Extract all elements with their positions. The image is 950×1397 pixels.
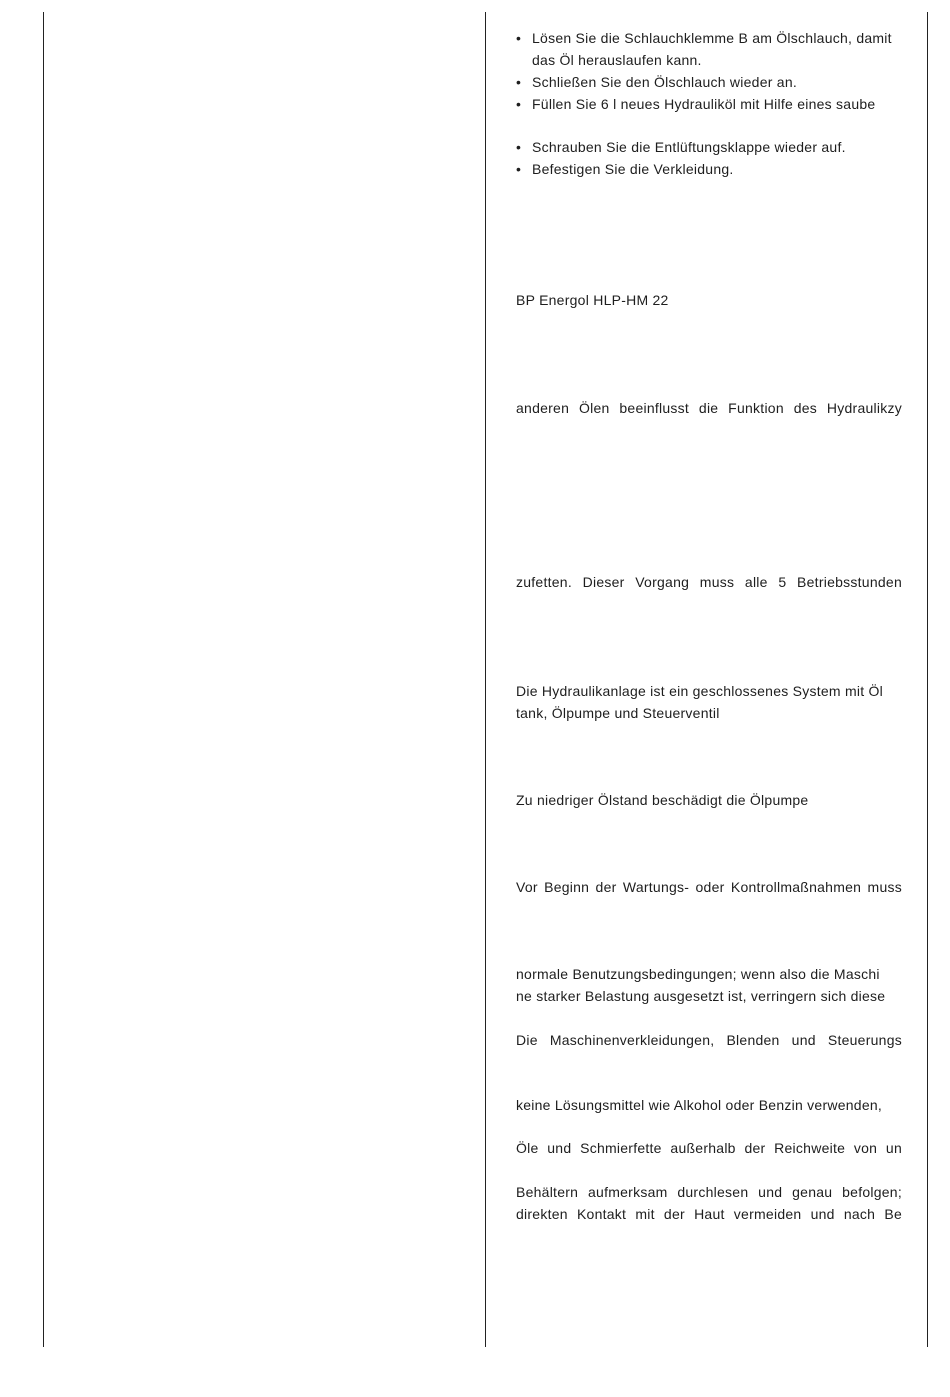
before-maintenance-text: Vor Beginn der Wartungs- oder Kontrollmaßnahmen muss [516, 879, 902, 895]
containers-text-line-2: direkten Kontakt mit der Haut vermeiden und nach Be [516, 1206, 902, 1222]
maintenance-steps-list [516, 27, 906, 180]
step-attach-cover: • Befestigen Sie die Verkleidung. [516, 158, 906, 180]
usage-conditions-text-line-2: ne starker Belastung ausgesetzt ist, verringern sich diese [516, 988, 886, 1004]
machine-covers-text: Die Maschinenverkleidungen, Blenden und Steuerungs [516, 1032, 902, 1048]
hydraulic-system-text-line-1: Die Hydraulikanlage ist ein geschlossenes System mit Öl [516, 683, 884, 699]
oils-out-of-reach-text: Öle und Schmierfette außerhalb der Reichweite von un [516, 1140, 902, 1156]
center-column-rule [485, 12, 486, 1347]
left-column-rule [43, 12, 44, 1347]
step-reconnect-hose: • Schließen Sie den Ölschlauch wieder an. [516, 71, 906, 93]
containers-text-line-1: Behältern aufmerksam durchlesen und genau befolgen; [516, 1184, 902, 1200]
hydraulic-system-text-line-2: tank, Ölpumpe und Steuerventil [516, 705, 720, 721]
step-release-clamp: • Lösen Sie die Schlauchklemme B am Ölschlauch, damit das Öl herauslaufen kann. [516, 27, 906, 71]
other-oils-text: anderen Ölen beeinflusst die Funktion des Hydraulikzy [516, 400, 902, 416]
usage-conditions-text-line-1: normale Benutzungsbedingungen; wenn also die Maschi [516, 966, 880, 982]
solvents-text: keine Lösungsmittel wie Alkohol oder Benzin verwenden, [516, 1097, 883, 1113]
oil-type-text: BP Energol HLP-HM 22 [516, 292, 669, 308]
grease-interval-text: zufetten. Dieser Vorgang muss alle 5 Betriebsstunden [516, 574, 902, 590]
low-oil-warning-text: Zu niedriger Ölstand beschädigt die Ölpumpe [516, 792, 809, 808]
step-screw-vent-flap: • Schrauben Sie die Entlüftungsklappe wieder auf. [516, 136, 906, 158]
right-column-rule [927, 12, 928, 1347]
step-fill-oil: • Füllen Sie 6 l neues Hydrauliköl mit Hilfe eines saube [516, 93, 906, 115]
